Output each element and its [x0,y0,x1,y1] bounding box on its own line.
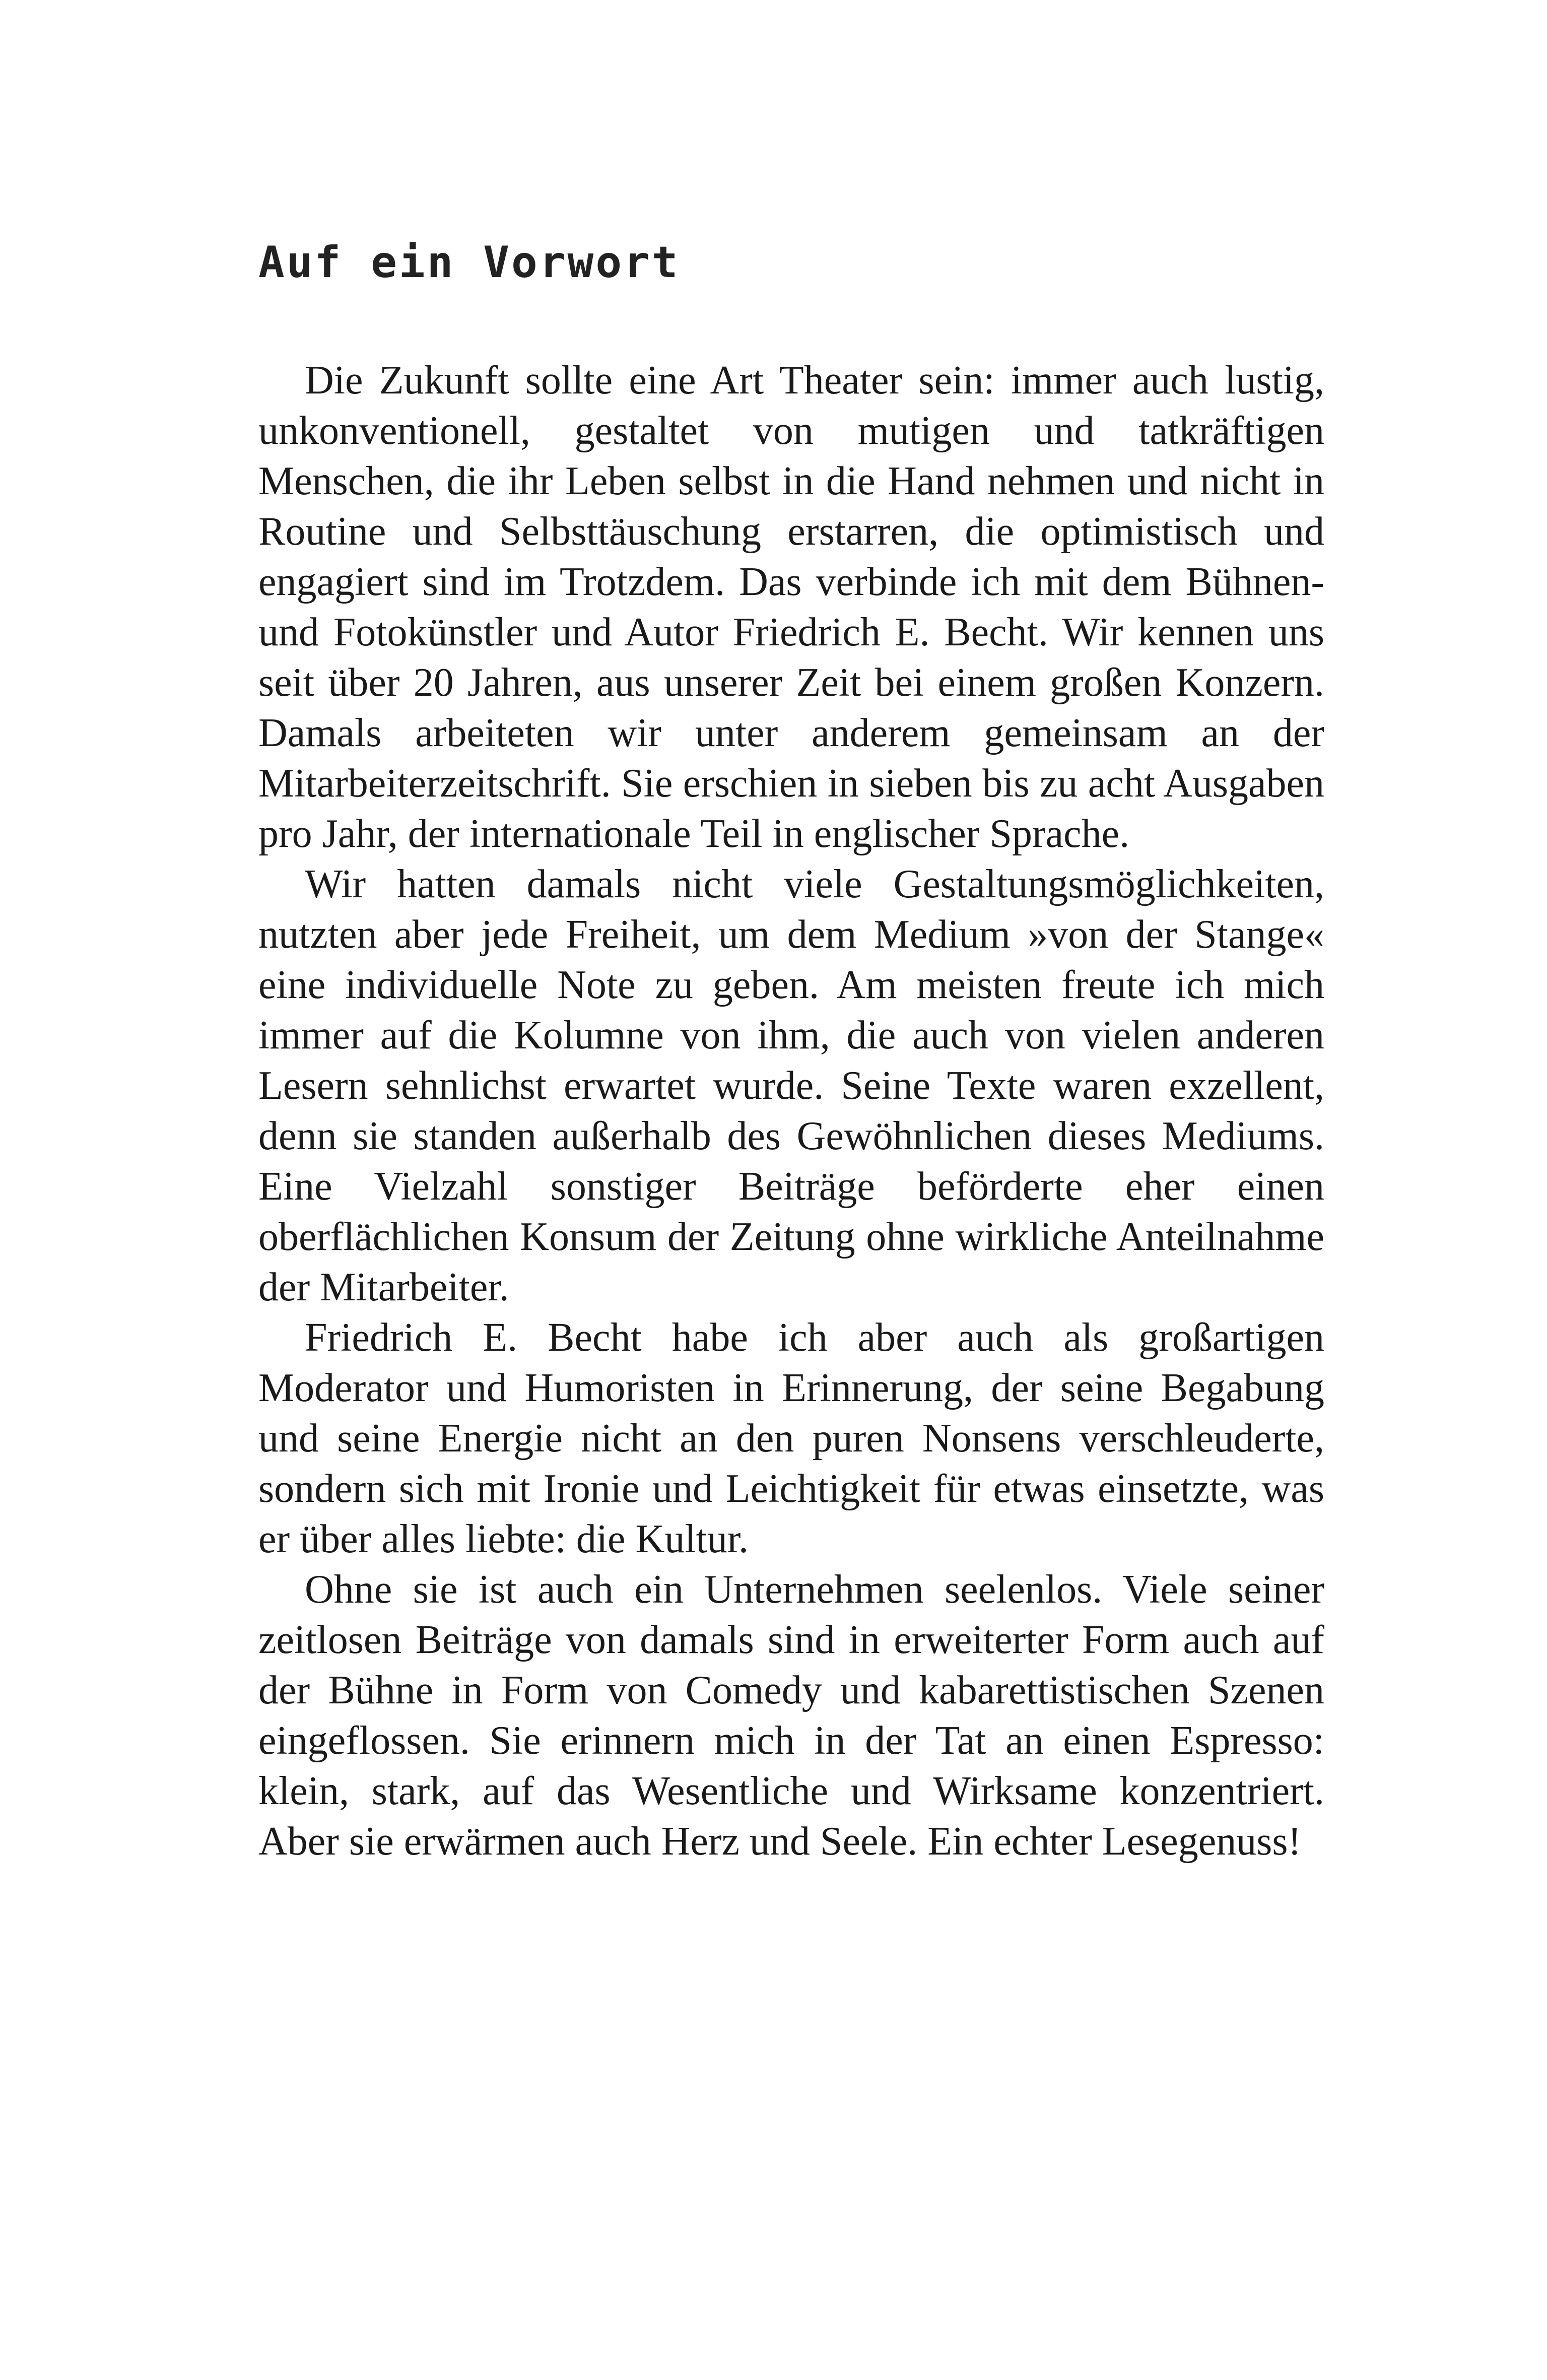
paragraph-4: Ohne sie ist auch ein Unternehmen seelenlos. Viele seiner zeitlosen Beiträge von damals sind in erweiterter Form auch auf der Bühne in Form von Comedy und kabarettistischen Szenen eingeflossen. Sie erinnern mich in der Tat an einen Espresso: klein, stark, auf das Wesentliche und Wirksame konzentriert. Aber sie erwärmen auch Herz und Seele. Ein echter Lesegenuss! [258,1567,1324,1864]
paragraph-1: Die Zukunft sollte eine Art Theater sein: immer auch lustig, unkonventionell, gestaltet von mutigen und tatkräftigen Menschen, die ihr Leben selbst in die Hand nehmen und nicht in Routine und Selbsttäuschung erstarren, die optimistisch und engagiert sind im Trotzdem. Das verbinde ich mit dem Bühnen- und Fotokünstler und Autor Friedrich E. Becht. Wir kennen uns seit über 20 Jahren, aus unserer Zeit bei einem großen Konzern. Damals arbeiteten wir unter anderem gemeinsam an der Mitarbeiterzeitschrift. Sie erschien in sieben bis zu acht Ausgaben pro Jahr, der internationale Teil in englischer Sprache. [258,358,1324,856]
paragraph-3: Friedrich E. Becht habe ich aber auch als großartigen Moderator und Humoristen in Erinnerung, der seine Begabung und seine Energie nicht an den puren Nonsens verschleuderte, sondern sich mit Ironie und Leichtigkeit für etwas einsetzte, was er über alles liebte: die Kultur. [258,1315,1324,1561]
paragraph-2: Wir hatten damals nicht viele Gestaltungsmöglichkeiten, nutzten aber jede Freiheit, um dem Medium »von der Stange« eine individuelle Note zu geben. Am meisten freute ich mich immer auf die Kolumne von ihm, die auch von vielen anderen Lesern sehnlichst erwartet wurde. Seine Texte waren exzellent, denn sie standen außerhalb des Gewöhnlichen dieses Mediums. Eine Vielzahl sonstiger Beiträge beförderte eher einen oberflächlichen Konsum der Zeitung ohne wirkliche Anteilnahme der Mitarbeiter. [258,862,1324,1309]
body-text [258,355,1324,1867]
chapter-heading: Auf ein Vorwort [258,237,680,288]
